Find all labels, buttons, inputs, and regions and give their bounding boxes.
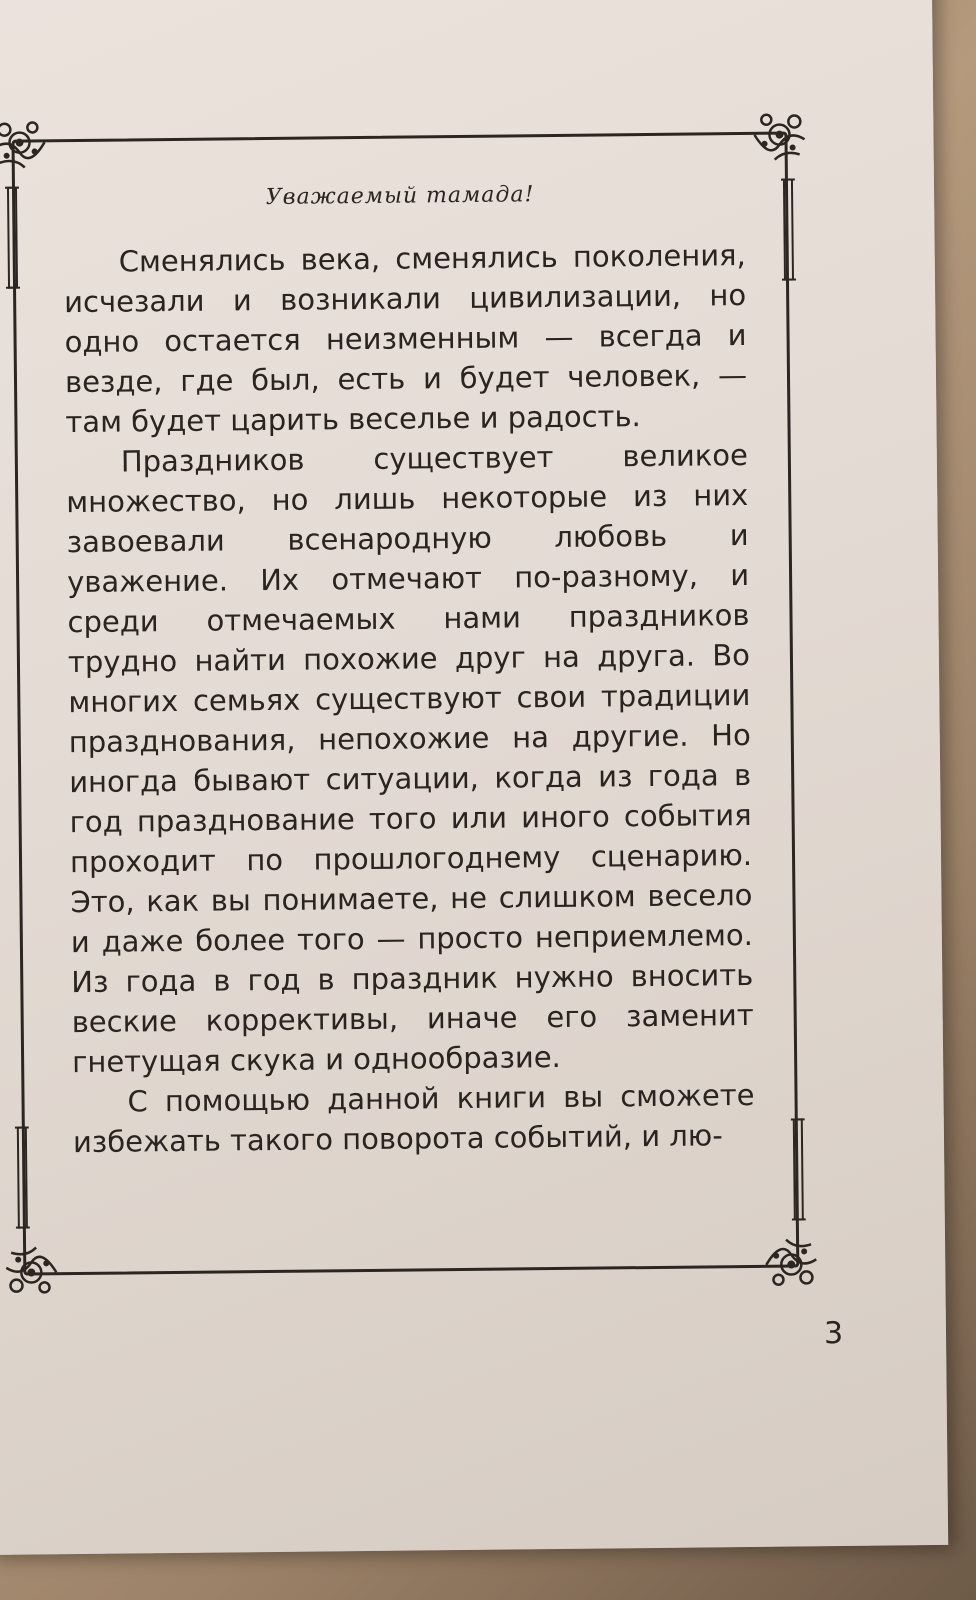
ornament-corner-icon [0, 107, 55, 178]
ornamental-frame [11, 132, 799, 1276]
ornament-post-icon [791, 1114, 806, 1224]
page-number: 3 [823, 1316, 844, 1352]
paragraph: Праздников существует великое множество, но лишь некоторые из них завоевали всенародную любовь и уважение. Их отмечают по-разному, и среди отмечаемых нами праздников трудно найти похожие друг на друга. Во многих семьях существуют свои традиции празднования, непохожие на другие. Но иногда бывают ситуации, когда из года в год празднование того или иного события проходит по прошлогоднему сценарию. Это, как вы понимаете, не слишком весело и даже более того — просто неприемлемо. Из года в год в праздник нужно вносить веские коррективы, иначе его заменит гнетущая скука и однообразие. [66, 437, 754, 1080]
ornament-post-icon [15, 1123, 30, 1233]
paragraph: Сменялись века, сменялись поколения, исчезали и возникали цивилизации, но одно остается неизменным — всегда и везде, где был, есть и будет человек, — там будет царить веселье и радость. [64, 237, 748, 440]
paragraph: С помощью данной книги вы сможете избежать такого поворота событий, и лю- [72, 1077, 755, 1160]
page-header-title: Уважаемый тамада! [265, 182, 535, 211]
ornament-corner-icon [756, 1229, 827, 1300]
ornament-corner-icon [744, 99, 815, 170]
body-text [64, 235, 756, 1162]
ornament-corner-icon [0, 1237, 67, 1308]
